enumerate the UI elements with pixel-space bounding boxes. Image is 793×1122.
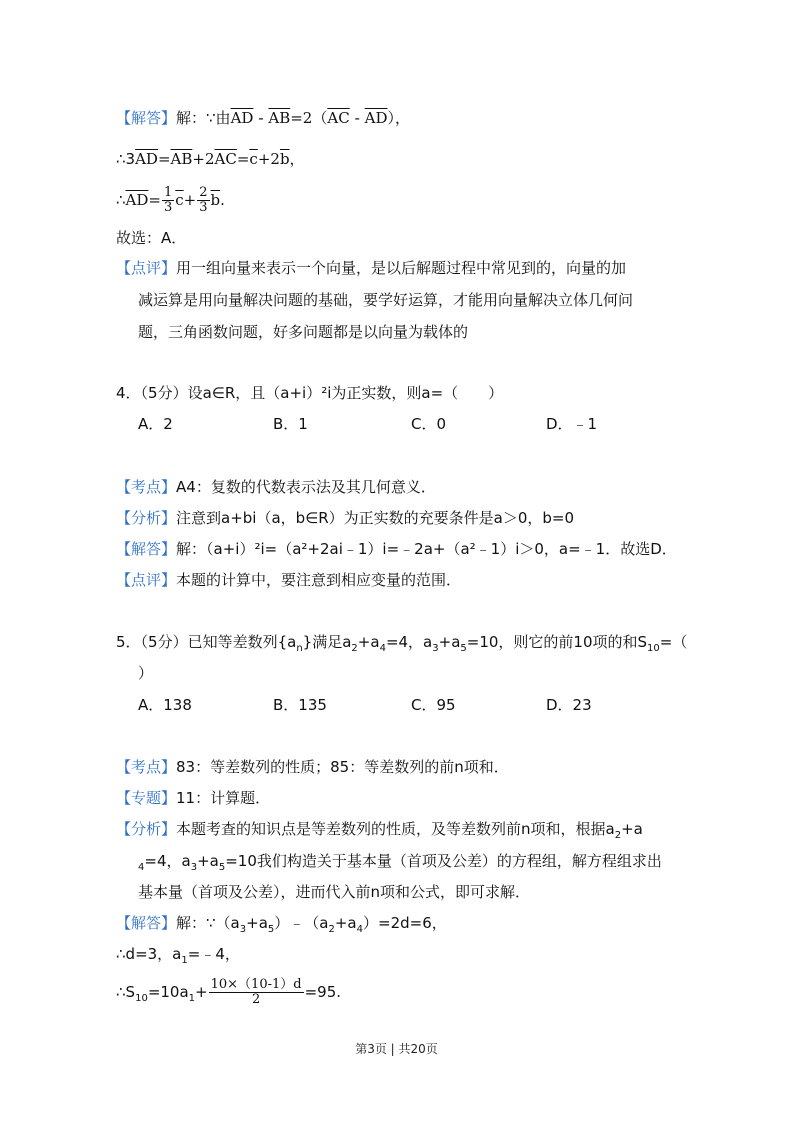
q5-stem-line2: ） xyxy=(138,664,154,682)
q5-zhuanti: 【专题】11：计算题． xyxy=(116,789,271,807)
q4-option-c: C．0 xyxy=(411,415,447,433)
fraction: $\frac{2}{3}$ xyxy=(199,185,208,215)
q5-fenxi-line1: 【分析】本题考查的知识点是等差数列的性质，及等差数列前n项和，根据$a_2+a$ xyxy=(116,820,643,841)
q5-option-b: B．135 xyxy=(273,696,327,714)
fraction: $\frac{10\times(10-1)d}{2}$ xyxy=(210,977,302,1007)
q5-answer-line2: ∴d=3，$a_1=﹣4$， xyxy=(116,945,240,966)
q3-choice: 故选：A． xyxy=(116,229,187,247)
comment-tag: 【点评】 xyxy=(116,259,177,277)
fraction: $\frac{1}{3}$ xyxy=(163,185,173,215)
q4-option-b: B．1 xyxy=(273,415,308,433)
q5-kaodian: 【考点】83：等差数列的性质；85：等差数列的前n项和． xyxy=(116,758,509,776)
q5-fenxi-line3: 基本量（首项及公差），进而代入前n项和公式，即可求解． xyxy=(138,883,531,901)
q4-stem: 4．（5分）设a∈R，且（a+i）²i为正实数，则a=（ ） xyxy=(116,384,504,402)
q3-comment-line2: 减运算是用向量解决问题的基础，要学好运算，才能用向量解决立体几何问 xyxy=(138,291,634,309)
q4-answer: 【解答】解：（a+i）²i=（a²+2ai﹣1）i=﹣2a+（a²﹣1）i＞0，a=﹣1．故选D． xyxy=(116,540,677,558)
vector-ab: $\overline{AB}$ xyxy=(268,109,291,127)
q3-answer-line3: $\therefore\overline{AD}=$ $\frac{1}{3}$ $\overline{c}+$ $\frac{2}{3}$ $\overline{b}$. xyxy=(116,185,225,215)
q3-answer-line2: $\therefore 3\overline{AD}=\overline{AB}+2\overline{AC}=\overline{c}+2\overline{b}$， xyxy=(116,150,305,168)
q5-stem: 5．（5分）已知等差数列$\{a_n\}$满足$a_2+a_4=4$，$a_3+a_5=10$，则它的前10项的和$S_{10}=$（ xyxy=(116,633,688,654)
page-footer: 第3页 | 共20页 xyxy=(355,1042,438,1056)
q5-answer-line3: $\therefore S_{10}=10a_1+$ $\frac{10\times(10-1)d}{2}$ =95. xyxy=(116,977,342,1007)
vector-ac: $\overline{AC}$ xyxy=(327,109,350,127)
q4-fenxi: 【分析】注意到a+bi（a，b∈R）为正实数的充要条件是a＞0，b=0 xyxy=(116,509,575,527)
q4-option-d: D．﹣1 xyxy=(546,415,598,433)
q4-comment: 【点评】本题的计算中，要注意到相应变量的范围． xyxy=(116,571,462,589)
answer-tag: 【解答】 xyxy=(116,109,177,127)
q5-answer-line1: 【解答】解：$\because(a_3+a_5)﹣(a_2+a_4)=2d=6$， xyxy=(116,914,447,935)
q5-option-a: A．138 xyxy=(138,696,192,714)
q3-comment-line1: 【点评】用一组向量来表示一个向量，是以后解题过程中常见到的，向量的加 xyxy=(116,259,627,277)
q5-fenxi-line2: $_4$=4，$a_3+a_5=10$我们构造关于基本量（首项及公差）的方程组，解方程组求出 xyxy=(138,852,662,873)
q5-option-d: D．23 xyxy=(546,696,592,714)
q4-kaodian: 【考点】A4：复数的代数表示法及其几何意义． xyxy=(116,478,436,496)
vector-ad: $\overline{AD}$ xyxy=(364,109,388,127)
q4-option-a: A．2 xyxy=(138,415,173,433)
q3-answer-line1: 【解答】解：∵由$\overline{AD} - \overline{AB}=2(\overline{AC} - \overline{AD})$， xyxy=(116,109,410,127)
vector-ad: $\overline{AD}$ xyxy=(230,109,254,127)
q3-comment-line3: 题，三角函数问题，好多问题都是以向量为载体的 xyxy=(138,323,469,341)
q5-option-c: C．95 xyxy=(411,696,456,714)
